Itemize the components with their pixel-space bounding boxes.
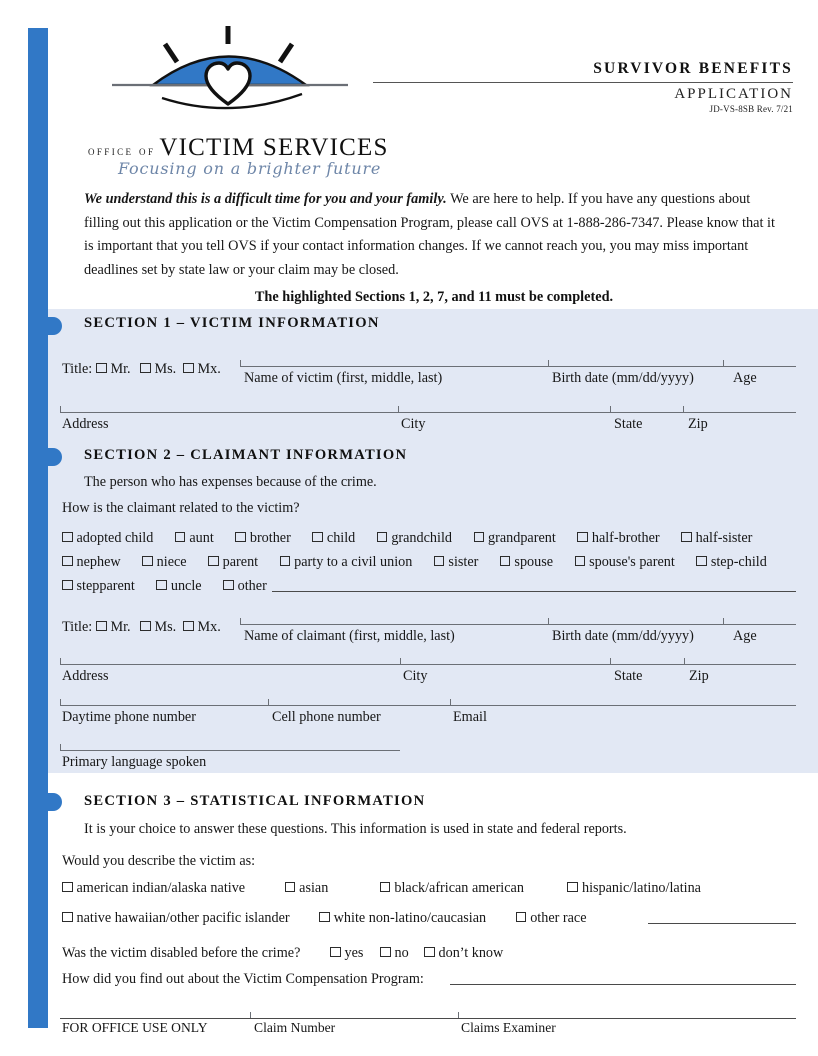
victim-title-ms-checkbox[interactable] [140, 361, 176, 378]
field-tick [250, 1012, 251, 1018]
section-3-heading: SECTION 3 – STATISTICAL INFORMATION [84, 793, 426, 809]
checkbox-box [96, 363, 107, 374]
intro-lead-sentence: We understand this is a difficult time for you and your family. [84, 191, 447, 207]
disability-option-no[interactable] [380, 945, 409, 962]
section-2-heading: SECTION 2 – CLAIMANT INFORMATION [84, 447, 408, 463]
claimant-title-ms-checkbox[interactable] [140, 619, 176, 636]
option-label: uncle [170, 578, 202, 594]
relationship-option-grandparent[interactable] [474, 530, 556, 547]
relationship-option-spouses-parent[interactable] [575, 554, 675, 571]
victim-age-label: Age [733, 370, 757, 386]
section-3-subtitle: It is your choice to answer these questions. This information is used in state and federal reports. [84, 821, 627, 837]
option-label: stepparent [76, 578, 135, 594]
victim-title-mr-label: Mr. [110, 361, 131, 377]
organization-prefix: office of [88, 143, 156, 158]
checkbox-box [516, 912, 527, 923]
checkbox-box [208, 556, 219, 567]
other-race-input[interactable] [648, 923, 796, 924]
relationship-option-brother[interactable] [235, 530, 290, 547]
checkbox-box [183, 621, 194, 632]
claimant-title-mr-checkbox[interactable] [96, 619, 131, 636]
checkbox-box [175, 532, 186, 543]
victim-name-row-rule [240, 366, 796, 367]
claimant-title-ms-label: Ms. [154, 619, 177, 635]
relationship-option-party-to-a-civil-union[interactable] [280, 554, 413, 571]
field-tick [398, 406, 399, 412]
option-label: other race [530, 910, 587, 926]
field-tick [240, 360, 241, 366]
intro-paragraph [84, 188, 784, 282]
checkbox-box [424, 947, 435, 958]
section-2-subtitle: The person who has expenses because of the crime. [84, 474, 377, 490]
victim-title-mr-checkbox[interactable] [96, 361, 131, 378]
claims-examiner-label: Claims Examiner [461, 1020, 556, 1035]
option-label: grandparent [488, 530, 556, 546]
option-label: step-child [710, 554, 767, 570]
checkbox-box [500, 556, 511, 567]
relationship-row-1 [62, 530, 752, 547]
field-tick [548, 618, 549, 624]
option-label: white non-latino/caucasian [333, 910, 487, 926]
option-label: don’t know [438, 945, 504, 961]
race-option-asian[interactable] [285, 880, 329, 897]
option-label: grandchild [391, 530, 452, 546]
checkbox-box [140, 621, 151, 632]
checkbox-box [156, 580, 167, 591]
intro-body-text: We are here to help. If you have any questions about filling out this application or the Victim Compensation Program, please call OVS at 1-888-286-7347. Please know that it is important that you tell OVS if your contact information changes. If we cannot reach you, you may miss important deadlines set by state law or your claim may be closed. [84, 191, 775, 278]
document-title: SURVIVOR BENEFITS [593, 60, 793, 77]
checkbox-box [280, 556, 291, 567]
option-label: sister [448, 554, 479, 570]
option-label: black/african american [394, 880, 524, 896]
option-label: hispanic/latino/latina [581, 880, 701, 896]
field-tick [610, 658, 611, 664]
claim-number-label: Claim Number [254, 1020, 336, 1035]
checkbox-box [380, 947, 391, 958]
option-label: native hawaiian/other pacific islander [76, 910, 290, 926]
checkbox-box [319, 912, 330, 923]
race-option-native-hawaiian-pacific-islander[interactable] [62, 910, 290, 927]
claimant-name-label: Name of claimant (first, middle, last) [244, 628, 455, 644]
checkbox-box [434, 556, 445, 567]
race-row-2 [62, 910, 587, 927]
race-option-hispanic-latino-latina[interactable] [567, 880, 701, 897]
checkbox-box [696, 556, 707, 567]
claimant-title-mx-label: Mx. [197, 619, 221, 635]
field-tick [60, 744, 61, 750]
section-1-heading: SECTION 1 – VICTIM INFORMATION [84, 315, 380, 331]
checkbox-box [577, 532, 588, 543]
field-tick [400, 658, 401, 664]
option-label: brother [249, 530, 291, 546]
claimant-cell-phone-label: Cell phone number [272, 709, 381, 725]
checkbox-box [62, 912, 73, 923]
checkbox-box [330, 947, 341, 958]
option-label: party to a civil union [294, 554, 413, 570]
for-office-use-only-label: FOR OFFICE USE ONLY [62, 1020, 208, 1035]
relationship-other-input[interactable] [272, 591, 796, 592]
checkbox-box [62, 580, 73, 591]
claimant-daytime-phone-label: Daytime phone number [62, 709, 196, 725]
claimant-contact-row-rule [60, 705, 796, 706]
race-option-american-indian-alaska-native[interactable] [62, 880, 245, 897]
victim-title-mx-checkbox[interactable] [183, 361, 221, 378]
relationship-option-step-child[interactable] [696, 554, 766, 571]
field-tick [610, 406, 611, 412]
option-label: adopted child [76, 530, 154, 546]
relationship-option-other[interactable] [223, 578, 267, 595]
checkbox-box [62, 556, 73, 567]
victim-zip-label: Zip [688, 416, 708, 432]
relationship-option-aunt[interactable] [175, 530, 214, 547]
option-label: aunt [189, 530, 214, 546]
field-tick [450, 699, 451, 705]
checkbox-box [474, 532, 485, 543]
race-row-1 [62, 880, 701, 897]
race-question: Would you describe the victim as: [62, 853, 256, 869]
checkbox-box [575, 556, 586, 567]
checkbox-box [183, 363, 194, 374]
relationship-option-child[interactable] [312, 530, 355, 547]
option-label: no [394, 945, 409, 961]
field-tick [683, 406, 684, 412]
form-code: JD-VS-8SB Rev. 7/21 [709, 104, 793, 114]
race-option-other-race[interactable] [516, 910, 587, 927]
document-subtitle: APPLICATION [674, 86, 793, 102]
organization-tagline: Focusing on a brighter future [118, 159, 382, 178]
checkbox-box [312, 532, 323, 543]
claimant-address-row-rule [60, 664, 796, 665]
relationship-option-uncle[interactable] [156, 578, 201, 595]
relationship-row-3 [62, 578, 267, 595]
option-label: spouse's parent [589, 554, 675, 570]
claimant-zip-label: Zip [689, 668, 709, 684]
highlighted-sections-note: The highlighted Sections 1, 2, 7, and 11 must be completed. [254, 289, 614, 305]
victim-city-label: City [401, 416, 426, 432]
relationship-option-niece[interactable] [142, 554, 186, 571]
relationship-option-half-brother[interactable] [577, 530, 659, 547]
victim-name-label: Name of victim (first, middle, last) [244, 370, 443, 386]
field-tick [60, 699, 61, 705]
checkbox-box [681, 532, 692, 543]
organization-name [88, 134, 389, 162]
referral-question: How did you find out about the Victim Compensation Program: [62, 971, 424, 987]
claimant-language-row-rule [60, 750, 400, 751]
office-use-rule [60, 1018, 796, 1019]
field-tick [458, 1012, 459, 1018]
victim-birthdate-label: Birth date (mm/dd/yyyy) [552, 370, 694, 386]
relationship-option-sister[interactable] [434, 554, 478, 571]
checkbox-box [62, 882, 73, 893]
field-tick [60, 658, 61, 664]
race-option-black-african-american[interactable] [380, 880, 524, 897]
field-tick [240, 618, 241, 624]
field-tick [60, 406, 61, 412]
option-label: nephew [76, 554, 121, 570]
victim-title-ms-label: Ms. [154, 361, 177, 377]
option-label: half-sister [695, 530, 753, 546]
field-tick [268, 699, 269, 705]
option-label: yes [344, 945, 364, 961]
victim-address-label: Address [62, 416, 109, 432]
claimant-city-label: City [403, 668, 428, 684]
option-label: asian [299, 880, 329, 896]
option-label: spouse [514, 554, 554, 570]
checkbox-box [142, 556, 153, 567]
checkbox-box [223, 580, 234, 591]
field-tick [723, 360, 724, 366]
disability-option-dont-know[interactable] [424, 945, 503, 962]
field-tick [723, 618, 724, 624]
relationship-option-adopted-child[interactable] [62, 530, 153, 547]
checkbox-box [140, 363, 151, 374]
field-tick [684, 658, 685, 664]
claimant-address-label: Address [62, 668, 109, 684]
option-label: half-brother [591, 530, 660, 546]
victim-state-label: State [614, 416, 643, 432]
race-option-white-non-latino-caucasian[interactable] [319, 910, 486, 927]
field-tick [548, 360, 549, 366]
checkbox-box [380, 882, 391, 893]
relationship-option-half-sister[interactable] [681, 530, 752, 547]
referral-input[interactable] [450, 984, 796, 985]
claimant-state-label: State [614, 668, 643, 684]
disability-question: Was the victim disabled before the crime? [62, 945, 301, 961]
relationship-option-stepparent[interactable] [62, 578, 135, 595]
claimant-title-mr-label: Mr. [110, 619, 131, 635]
checkbox-box [567, 882, 578, 893]
checkbox-box [96, 621, 107, 632]
checkbox-box [235, 532, 246, 543]
organization-title: VICTIM SERVICES [159, 134, 389, 161]
relationship-option-nephew[interactable] [62, 554, 121, 571]
relationship-option-grandchild[interactable] [377, 530, 452, 547]
disability-option-yes[interactable] [330, 945, 363, 962]
option-label: niece [156, 554, 187, 570]
sunrise-heart-logo [110, 22, 350, 117]
claimant-relationship-question: How is the claimant related to the victim? [62, 500, 300, 516]
relationship-option-spouse[interactable] [500, 554, 553, 571]
option-label: other [237, 578, 267, 594]
document-header [373, 60, 793, 114]
claimant-age-label: Age [733, 628, 757, 644]
relationship-option-parent[interactable] [208, 554, 258, 571]
victim-title-mx-label: Mx. [197, 361, 221, 377]
claimant-email-label: Email [453, 709, 487, 725]
claimant-primary-language-label: Primary language spoken [62, 754, 207, 770]
claimant-title-mx-checkbox[interactable] [183, 619, 221, 636]
header-divider [373, 82, 793, 83]
option-label: american indian/alaska native [76, 880, 246, 896]
victim-title-label: Title: [62, 361, 93, 377]
checkbox-box [62, 532, 73, 543]
victim-address-row-rule [60, 412, 796, 413]
claimant-title-label: Title: [62, 619, 93, 635]
option-label: child [326, 530, 356, 546]
checkbox-box [285, 882, 296, 893]
checkbox-box [377, 532, 388, 543]
claimant-name-row-rule [240, 624, 796, 625]
claimant-birthdate-label: Birth date (mm/dd/yyyy) [552, 628, 694, 644]
option-label: parent [222, 554, 259, 570]
relationship-row-2 [62, 554, 767, 571]
